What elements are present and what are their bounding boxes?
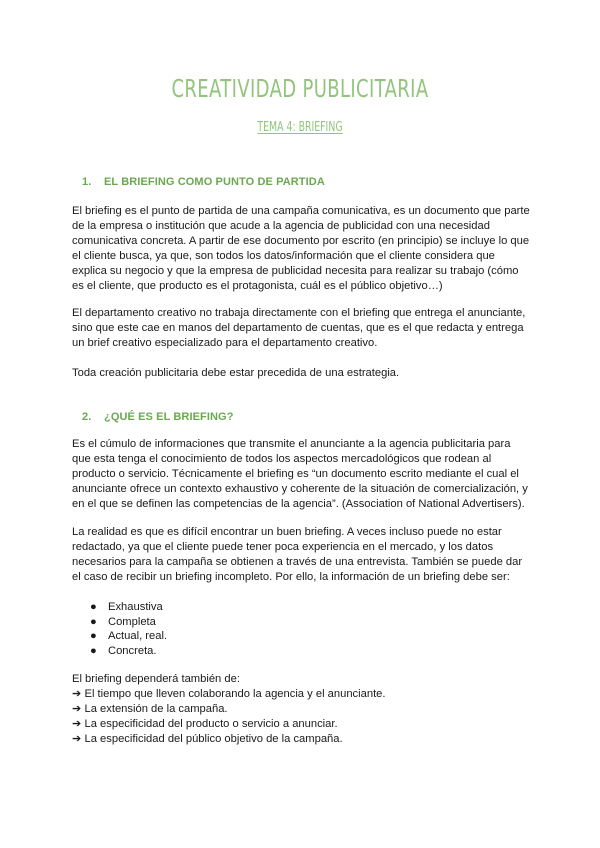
text-line: en el que se definen las competencias de la agencia”. (Association of National Advertisers). [72, 498, 525, 510]
list-item-text: Exhaustiva [108, 601, 163, 613]
document-subtitle [84, 120, 516, 135]
section-1-paragraph-3 [72, 366, 532, 381]
text-line: el caso de recibir un briefing incompleto. Por ello, la información de un briefing debe ser: [72, 571, 510, 583]
bullet-icon: ● [90, 644, 97, 657]
list-item [90, 629, 167, 644]
section-1-paragraph-1 [72, 204, 532, 294]
section-2-title: ¿QUÉ ES EL BRIEFING? [104, 411, 234, 423]
list-item-text: Concreta. [108, 644, 157, 657]
list-item-text: El tiempo que lleven colaborando la agencia y el anunciante. [84, 688, 386, 700]
text-line: comunicativa concreta. A partir de ese documento por escrito (en principio) se incluye lo que [72, 235, 530, 247]
bullet-icon: ● [90, 601, 97, 613]
text-line: sino que este cae en manos del departamento de cuentas, que es el que redacta y entrega [72, 322, 524, 334]
list-item-text: La especificidad del producto o servicio a anunciar. [84, 718, 338, 730]
list-item [72, 702, 386, 717]
list-item-text: Actual, real. [108, 630, 168, 643]
list-item-text: La extensión de la campaña. [84, 703, 228, 715]
text-line: es el cliente, que producto es el protagonista, cuál es el público objetivo…) [72, 280, 443, 292]
section-1-title: EL BRIEFING COMO PUNTO DE PARTIDA [104, 176, 325, 188]
list-item [72, 687, 386, 702]
arrow-icon: ➔ [72, 718, 82, 730]
list-item [90, 615, 167, 630]
arrow-icon: ➔ [72, 733, 82, 745]
text-line: redactado, ya que el cliente puede tener poca experiencia en el mercado, y los datos [72, 541, 494, 553]
list-item [90, 644, 167, 659]
text-line: el cliente busca, ya que, son todos los datos/información que el cliente considera que [72, 250, 495, 262]
text-line: El briefing es el punto de partida de una campaña comunicativa, es un documento que parte [72, 205, 530, 217]
text-line: El departamento creativo no trabaja directamente con el briefing que entrega el anunciante, [72, 307, 526, 319]
section-2-paragraph-2 [72, 525, 532, 585]
list-item [90, 600, 167, 615]
section-2-number: 2. [82, 411, 92, 423]
arrow-icon: ➔ [72, 703, 82, 715]
section-2-heading [82, 411, 234, 423]
section-1-heading [82, 176, 325, 188]
bullet-icon: ● [90, 630, 97, 643]
section-2-paragraph-1 [72, 437, 532, 512]
text-line: Es el cúmulo de informaciones que transmite el anunciante a la agencia publicitaria para [72, 438, 511, 450]
list-item [72, 732, 386, 747]
dependencies-intro: El briefing dependerá también de: [72, 673, 240, 685]
bullet-icon: ● [90, 615, 97, 628]
text-line: explica su negocio y que la empresa de publicidad necesita para realizar su trabajo (cómo [72, 265, 519, 277]
section-1-paragraph-2 [72, 306, 532, 351]
text-line: de la empresa o institución que acude a la agencia de publicidad con una necesidad [72, 220, 490, 232]
section-1-number: 1. [82, 176, 92, 188]
briefing-qualities-list [90, 600, 167, 658]
text-line: necesarios para la campaña se obtienen a través de una entrevista. También se puede dar [72, 556, 523, 568]
text-line: que esta tenga el conocimiento de todos los aspectos mercadológicos que rodean al [72, 453, 492, 465]
list-item-text: Completa [108, 615, 156, 628]
text-line: un brief creativo especializado para el departamento creativo. [72, 337, 378, 349]
text-line: producto o servicio. Técnicamente el briefing es “un documento escrito mediante el cual el [72, 468, 519, 480]
list-item-text: La especificidad del público objetivo de la campaña. [84, 733, 343, 745]
arrow-icon: ➔ [72, 688, 82, 700]
subtitle-text: TEMA 4: BRIEFING [257, 120, 343, 135]
briefing-dependencies [72, 672, 386, 747]
text-line: anunciante ofrece un contexto exhaustivo y coherente de la situación de comercialización, y [72, 483, 528, 495]
text-line: Toda creación publicitaria debe estar precedida de una estrategia. [72, 367, 400, 379]
document-title: CREATIVIDAD PUBLICITARIA [171, 74, 429, 103]
list-item [72, 717, 386, 732]
text-line: La realidad es que es difícil encontrar un buen briefing. A veces incluso puede no estar [72, 526, 502, 538]
